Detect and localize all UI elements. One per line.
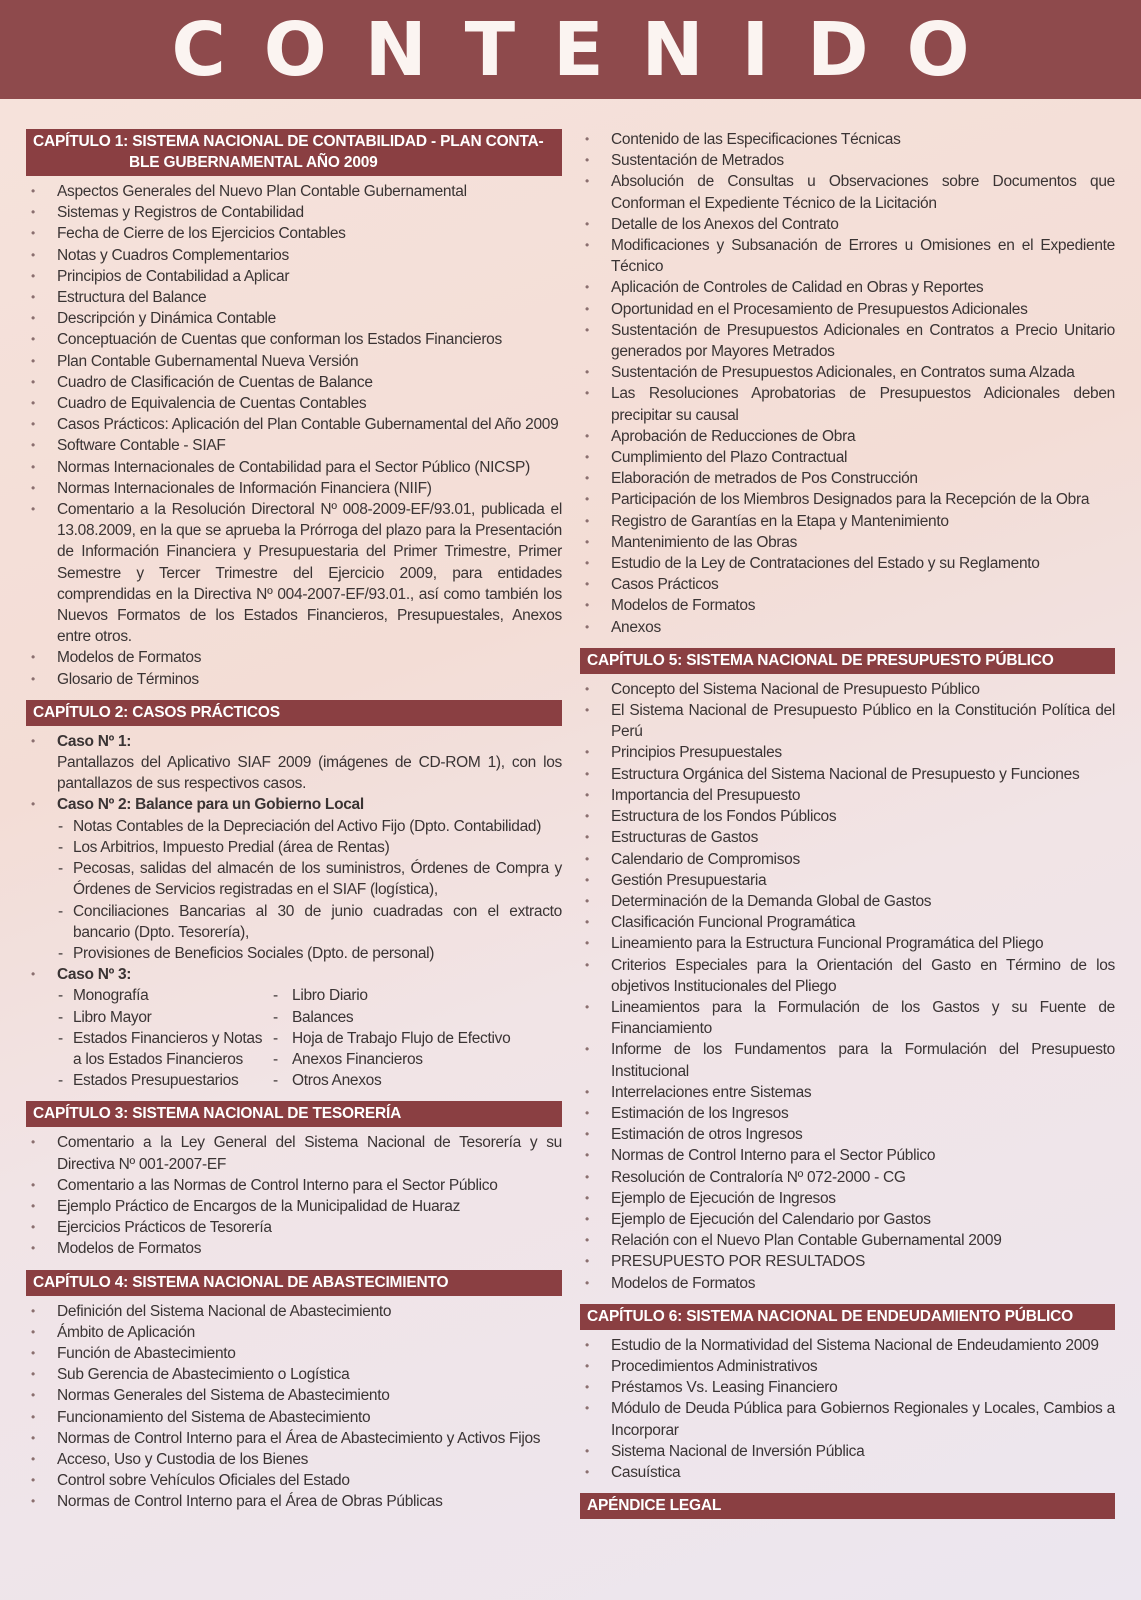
list-item: • Estudio de la Ley de Contrataciones del Estado y su Reglamento (580, 553, 1115, 574)
list-item: • Plan Contable Gubernamental Nueva Versión (26, 351, 562, 372)
sub-item: - Estados Presupuestarios (26, 1070, 273, 1091)
sub-item: - Anexos Financieros (273, 1049, 520, 1070)
case-3-item (26, 964, 562, 985)
chapter-2-list (26, 731, 562, 816)
list-item: • Las Resoluciones Aprobatorias de Presupuestos Adicionales deben precipitar su causal (580, 383, 1115, 425)
list-item: • Sub Gerencia de Abastecimiento o Logística (26, 1364, 562, 1385)
sub-item: - Hoja de Trabajo Flujo de Efectivo (273, 1028, 520, 1049)
sub-item: - Estados Financieros y Notas a los Estados Financieros (26, 1028, 273, 1070)
list-item: • Participación de los Miembros Designados para la Recepción de la Obra (580, 489, 1115, 510)
list-item: • Función de Abastecimiento (26, 1343, 562, 1364)
list-item: • Normas Internacionales de Contabilidad para el Sector Público (NICSP) (26, 457, 562, 478)
list-item: • Comentario a la Resolución Directoral Nº 008-2009-EF/93.01, publicada el 13.08.2009, en la que se aprueba la Prórroga del plazo para la Presentación de Información Financiera y Presupuestaria del Primer Trimestre, Primer Semestre y Tercer Trimestre del Ejercicio 2009, para entidades comprendidas en la Directiva Nº 004-2007-EF/93.01., así como también los Nuevos Formatos de los Estados Financieros, Presupuestales, Anexos entre otros. (26, 499, 562, 647)
list-item: • Ejercicios Prácticos de Tesorería (26, 1217, 562, 1238)
list-item: • Ejemplo de Ejecución del Calendario por Gastos (580, 1209, 1115, 1230)
chapter-1-title-line2: BLE GUBERNAMENTAL AÑO 2009 (129, 154, 378, 171)
right-column (580, 129, 1115, 1529)
list-item: • Software Contable - SIAF (26, 435, 562, 456)
list-item: • Registro de Garantías en la Etapa y Mantenimiento (580, 511, 1115, 532)
chapter-4-list (26, 1301, 562, 1513)
chapter-3-title: CAPÍTULO 3: SISTEMA NACIONAL DE TESORERÍA (26, 1101, 562, 1127)
list-item: • Estudio de la Normatividad del Sistema Nacional de Endeudamiento 2009 (580, 1335, 1115, 1356)
list-item: • Oportunidad en el Procesamiento de Presupuestos Adicionales (580, 299, 1115, 320)
list-item: • Mantenimiento de las Obras (580, 532, 1115, 553)
appendix-title: APÉNDICE LEGAL (580, 1493, 1115, 1519)
list-item: • Modelos de Formatos (580, 595, 1115, 616)
case-1-heading: Caso Nº 1: (57, 732, 132, 750)
case-3-right-list (273, 985, 520, 1091)
chapter-3-list (26, 1132, 562, 1259)
list-item: • Comentario a la Ley General del Sistema Nacional de Tesorería y su Directiva Nº 001-2007-EF (26, 1132, 562, 1174)
list-item: • Lineamientos para la Formulación de los Gastos y su Fuente de Financiamiento (580, 997, 1115, 1039)
list-item: • Estructura Orgánica del Sistema Nacional de Presupuesto y Funciones (580, 764, 1115, 785)
list-item: • Sustentación de Presupuestos Adicionales en Contratos a Precio Unitario generados por Mayores Metrados (580, 320, 1115, 362)
chapter-3 (26, 1101, 562, 1259)
list-item: • Estructura de los Fondos Públicos (580, 806, 1115, 827)
case-2 (26, 794, 562, 815)
list-item: • Cuadro de Equivalencia de Cuentas Contables (26, 393, 562, 414)
list-item: • Absolución de Consultas u Observaciones sobre Documentos que Conforman el Expediente Técnico de la Licitación (580, 171, 1115, 213)
list-item: • Cumplimiento del Plazo Contractual (580, 447, 1115, 468)
list-item: • Sistema Nacional de Inversión Pública (580, 1441, 1115, 1462)
sub-item: - Balances (273, 1007, 520, 1028)
list-item: • Criterios Especiales para la Orientación del Gasto en Término de los objetivos Institucionales del Pliego (580, 955, 1115, 997)
list-item: • Procedimientos Administrativos (580, 1356, 1115, 1377)
list-item: • Lineamiento para la Estructura Funcional Programática del Pliego (580, 933, 1115, 954)
list-item: • Aspectos Generales del Nuevo Plan Contable Gubernamental (26, 181, 562, 202)
list-item: • Casos Prácticos (580, 574, 1115, 595)
list-item: • Sustentación de Metrados (580, 150, 1115, 171)
list-item: • Notas y Cuadros Complementarios (26, 245, 562, 266)
list-item: • Sistemas y Registros de Contabilidad (26, 202, 562, 223)
page-title: CONTENIDO (171, 6, 1008, 93)
page-header (0, 0, 1141, 99)
sub-item: - Los Arbitrios, Impuesto Predial (área de Rentas) (26, 837, 562, 858)
case-2-list (26, 816, 562, 964)
list-item: • Acceso, Uso y Custodia de los Bienes (26, 1449, 562, 1470)
chapter-5-list (580, 679, 1115, 1294)
list-item: • Ejemplo de Ejecución de Ingresos (580, 1188, 1115, 1209)
list-item: • Normas de Control Interno para el Área de Obras Públicas (26, 1491, 562, 1512)
list-item: • Concepto del Sistema Nacional de Presupuesto Público (580, 679, 1115, 700)
list-item: • Ejemplo Práctico de Encargos de la Municipalidad de Huaraz (26, 1196, 562, 1217)
sub-item: - Otros Anexos (273, 1070, 520, 1091)
list-item: • Relación con el Nuevo Plan Contable Gubernamental 2009 (580, 1230, 1115, 1251)
sub-item: - Conciliaciones Bancarias al 30 de junio cuadradas con el extracto bancario (Dpto. Tesorería), (26, 901, 562, 943)
case-3-grid (26, 985, 562, 1091)
list-item: • Aprobación de Reducciones de Obra (580, 426, 1115, 447)
list-item: • Conceptuación de Cuentas que conforman los Estados Financieros (26, 329, 562, 350)
chapter-4 (26, 1270, 562, 1513)
chapter-1-title-line1: CAPÍTULO 1: SISTEMA NACIONAL DE CONTABILIDAD - PLAN CONTA- (33, 133, 544, 150)
list-item: • Importancia del Presupuesto (580, 785, 1115, 806)
list-item: • Cuadro de Clasificación de Cuentas de Balance (26, 372, 562, 393)
list-item: • Elaboración de metrados de Pos Construcción (580, 468, 1115, 489)
case-1-text: Pantallazos del Aplicativo SIAF 2009 (imágenes de CD-ROM 1), con los pantallazos de sus respectivos casos. (57, 754, 562, 793)
list-item: • Anexos (580, 617, 1115, 638)
list-item: • Funcionamiento del Sistema de Abastecimiento (26, 1407, 562, 1428)
chapter-5 (580, 648, 1115, 1294)
list-item: • Calendario de Compromisos (580, 849, 1115, 870)
case-3 (26, 964, 562, 985)
chapter-2 (26, 700, 562, 1091)
list-item: • Modelos de Formatos (26, 1238, 562, 1259)
sub-item: - Monografía (26, 985, 273, 1006)
list-item: • El Sistema Nacional de Presupuesto Público en la Constitución Política del Perú (580, 700, 1115, 742)
list-item: • Control sobre Vehículos Oficiales del Estado (26, 1470, 562, 1491)
list-item: • Glosario de Términos (26, 669, 562, 690)
list-item: • Préstamos Vs. Leasing Financiero (580, 1377, 1115, 1398)
list-item: • Clasificación Funcional Programática (580, 912, 1115, 933)
list-item: • Determinación de la Demanda Global de Gastos (580, 891, 1115, 912)
left-column (26, 129, 562, 1523)
list-item: • Comentario a las Normas de Control Interno para el Sector Público (26, 1175, 562, 1196)
list-item: • Informe de los Fundamentos para la Formulación del Presupuesto Institucional (580, 1039, 1115, 1081)
list-item: • Módulo de Deuda Pública para Gobiernos Regionales y Locales, Cambios a Incorporar (580, 1398, 1115, 1440)
sub-item: - Pecosas, salidas del almacén de los suministros, Órdenes de Compra y Órdenes de Servicios registradas en el SIAF (logística), (26, 858, 562, 900)
list-item: • Normas de Control Interno para el Sector Público (580, 1145, 1115, 1166)
case-3-heading: Caso Nº 3: (57, 966, 132, 984)
list-item: • Estructura del Balance (26, 287, 562, 308)
chapter-5-title: CAPÍTULO 5: SISTEMA NACIONAL DE PRESUPUESTO PÚBLICO (580, 648, 1115, 674)
chapter-4-continued-list (580, 129, 1115, 638)
list-item: • Normas Generales del Sistema de Abastecimiento (26, 1385, 562, 1406)
list-item: • Detalle de los Anexos del Contrato (580, 214, 1115, 235)
case-2-heading: Caso Nº 2: Balance para un Gobierno Local (57, 796, 364, 814)
list-item: • Gestión Presupuestaria (580, 870, 1115, 891)
list-item: • Normas Internacionales de Información Financiera (NIIF) (26, 478, 562, 499)
chapter-1 (26, 129, 562, 690)
list-item: • Sustentación de Presupuestos Adicionales, en Contratos suma Alzada (580, 362, 1115, 383)
list-item: • Modificaciones y Subsanación de Errores u Omisiones en el Expediente Técnico (580, 235, 1115, 277)
list-item: • Resolución de Contraloría Nº 072-2000 - CG (580, 1167, 1115, 1188)
sub-item: - Notas Contables de la Depreciación del Activo Fijo (Dpto. Contabilidad) (26, 816, 562, 837)
list-item: • Casos Prácticos: Aplicación del Plan Contable Gubernamental del Año 2009 (26, 414, 562, 435)
list-item: • Principios Presupuestales (580, 742, 1115, 763)
list-item: • Contenido de las Especificaciones Técnicas (580, 129, 1115, 150)
list-item: • PRESUPUESTO POR RESULTADOS (580, 1251, 1115, 1272)
list-item: • Estimación de otros Ingresos (580, 1124, 1115, 1145)
list-item: • Descripción y Dinámica Contable (26, 308, 562, 329)
list-item: • Fecha de Cierre de los Ejercicios Contables (26, 223, 562, 244)
list-item: • Ámbito de Aplicación (26, 1322, 562, 1343)
list-item: • Estructuras de Gastos (580, 827, 1115, 848)
chapter-1-title (26, 129, 562, 176)
case-3-left-list (26, 985, 273, 1091)
chapter-2-title: CAPÍTULO 2: CASOS PRÁCTICOS (26, 700, 562, 726)
sub-item: - Provisiones de Beneficios Sociales (Dpto. de personal) (26, 943, 562, 964)
list-item: • Estimación de los Ingresos (580, 1103, 1115, 1124)
list-item: • Modelos de Formatos (580, 1273, 1115, 1294)
sub-item: - Libro Mayor (26, 1007, 273, 1028)
list-item: • Aplicación de Controles de Calidad en Obras y Reportes (580, 277, 1115, 298)
sub-item: - Libro Diario (273, 985, 520, 1006)
chapter-6-title: CAPÍTULO 6: SISTEMA NACIONAL DE ENDEUDAMIENTO PÚBLICO (580, 1304, 1115, 1330)
chapter-1-list (26, 181, 562, 690)
list-item: • Definición del Sistema Nacional de Abastecimiento (26, 1301, 562, 1322)
list-item: • Modelos de Formatos (26, 647, 562, 668)
chapter-4-title: CAPÍTULO 4: SISTEMA NACIONAL DE ABASTECIMIENTO (26, 1270, 562, 1296)
list-item: • Casuística (580, 1462, 1115, 1483)
chapter-6-list (580, 1335, 1115, 1483)
appendix (580, 1493, 1115, 1519)
list-item: • Interrelaciones entre Sistemas (580, 1082, 1115, 1103)
list-item: • Normas de Control Interno para el Área de Abastecimiento y Activos Fijos (26, 1428, 562, 1449)
chapter-4-continued (580, 129, 1115, 638)
list-item: • Principios de Contabilidad a Aplicar (26, 266, 562, 287)
case-1 (26, 731, 562, 795)
chapter-6 (580, 1304, 1115, 1483)
